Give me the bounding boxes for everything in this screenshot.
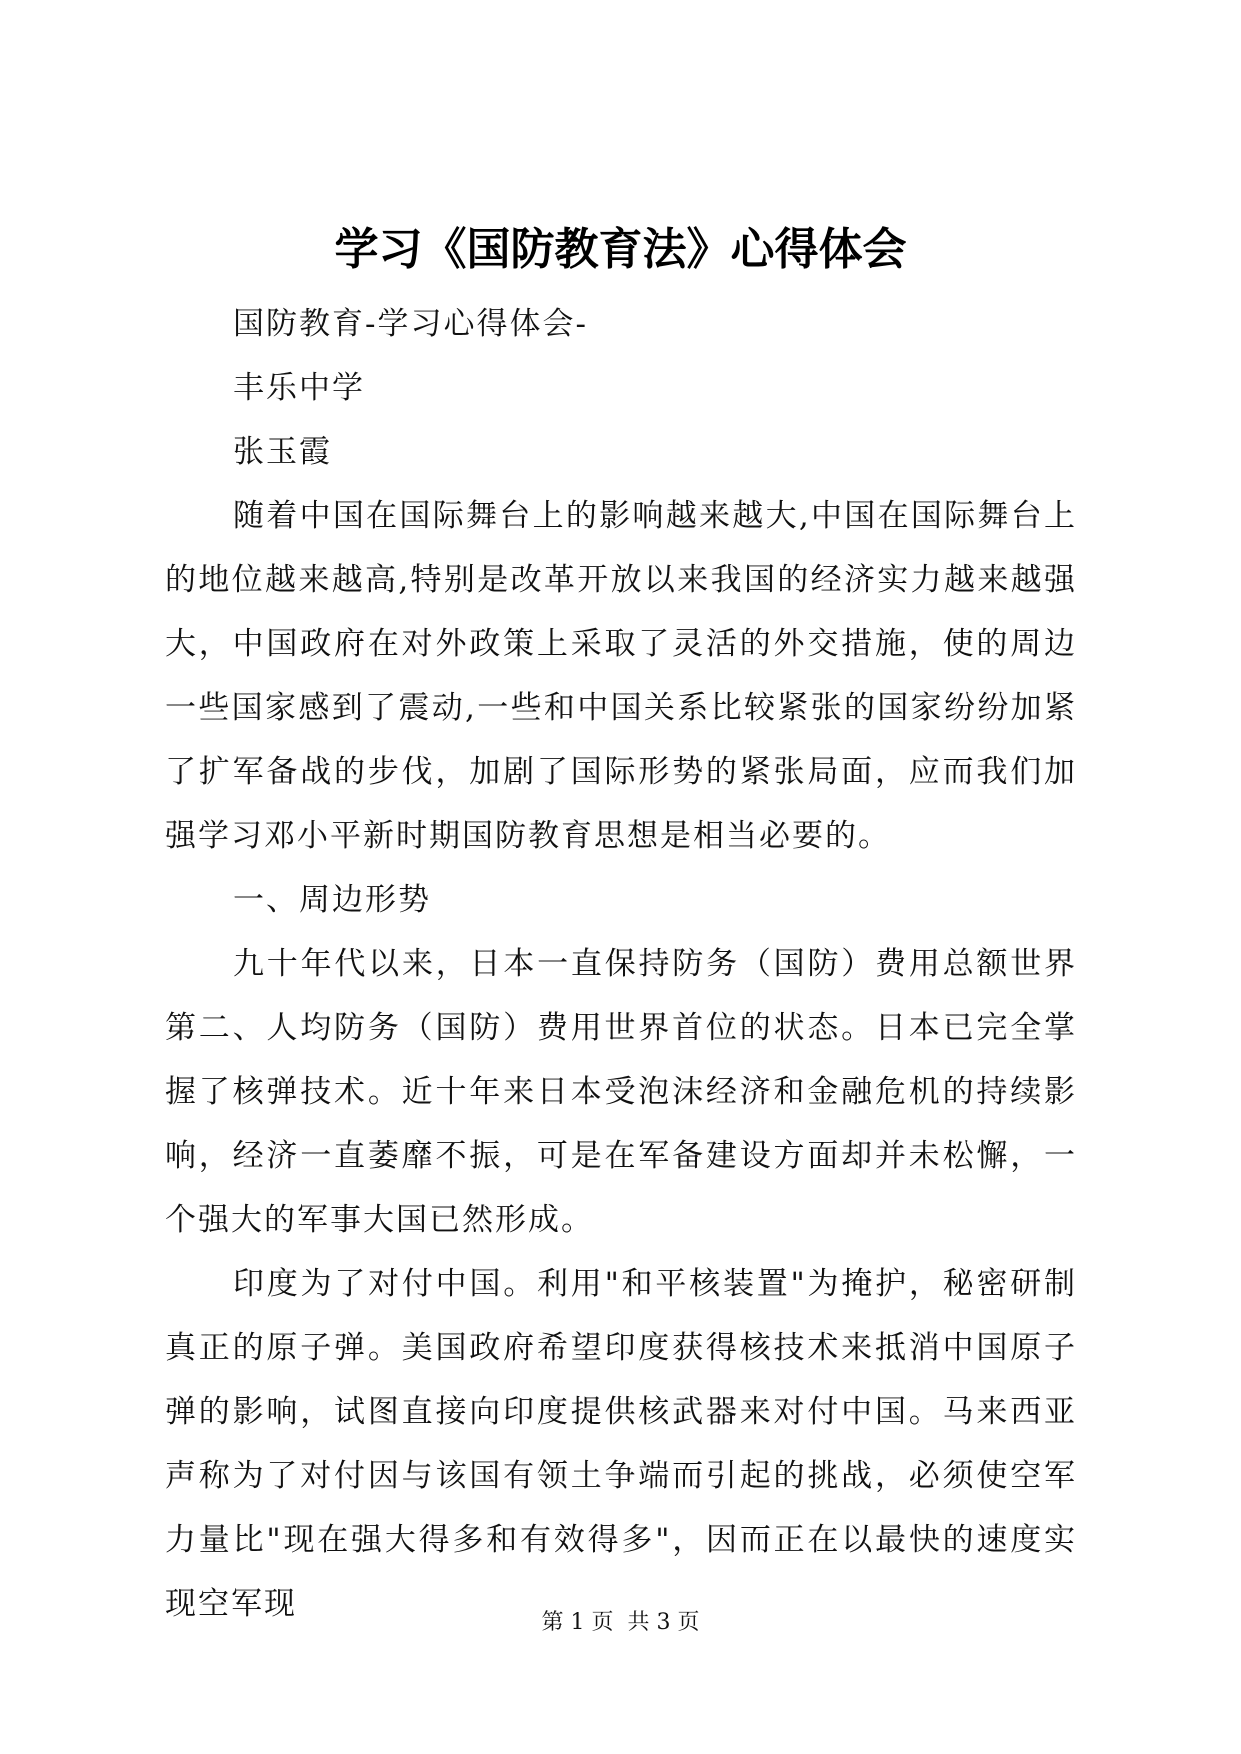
subtitle-line: 国防教育-学习心得体会- [233,306,588,342]
page-number: 第 1 页 [541,1610,614,1635]
section-heading: 一、周边形势 [233,882,431,918]
body-paragraph: 随着中国在国际舞台上的影响越来越大,中国在国际舞台上的地位越来越高,特别是改革开放以来我国的经济实力越来越强大，中国政府在对外政策上采取了灵活的外交措施，使的周边一些国家感到了震动,一些和中国关系比较紧张的国家纷纷加紧了扩军备战的步伐，加剧了国际形势的紧张局面，应而我们加强学习邓小平新时期国防教育思想是相当必要的。 [165,498,1077,854]
document-body [165,292,1077,1636]
body-paragraph: 九十年代以来，日本一直保持防务（国防）费用总额世界第二、人均防务（国防）费用世界首位的状态。日本已完全掌握了核弹技术。近十年来日本受泡沫经济和金融危机的持续影响，经济一直萎靡不振，可是在军备建设方面却并未松懈，一个强大的军事大国已然形成。 [165,946,1077,1238]
school-name: 丰乐中学 [233,370,365,406]
page-total: 共 3 页 [627,1610,700,1635]
body-paragraph: 印度为了对付中国。利用"和平核装置"为掩护，秘密研制真正的原子弹。美国政府希望印度获得核技术来抵消中国原子弹的影响，试图直接向印度提供核武器来对付中国。马来西亚声称为了对付因与该国有领土争端而引起的挑战，必须使空军力量比"现在强大得多和有效得多"，因而正在以最快的速度实现空军现 [165,1266,1077,1622]
page-footer [0,1608,1241,1638]
document-title: 学习《国防教育法》心得体会 [334,224,907,275]
author-name: 张玉霞 [233,434,332,470]
